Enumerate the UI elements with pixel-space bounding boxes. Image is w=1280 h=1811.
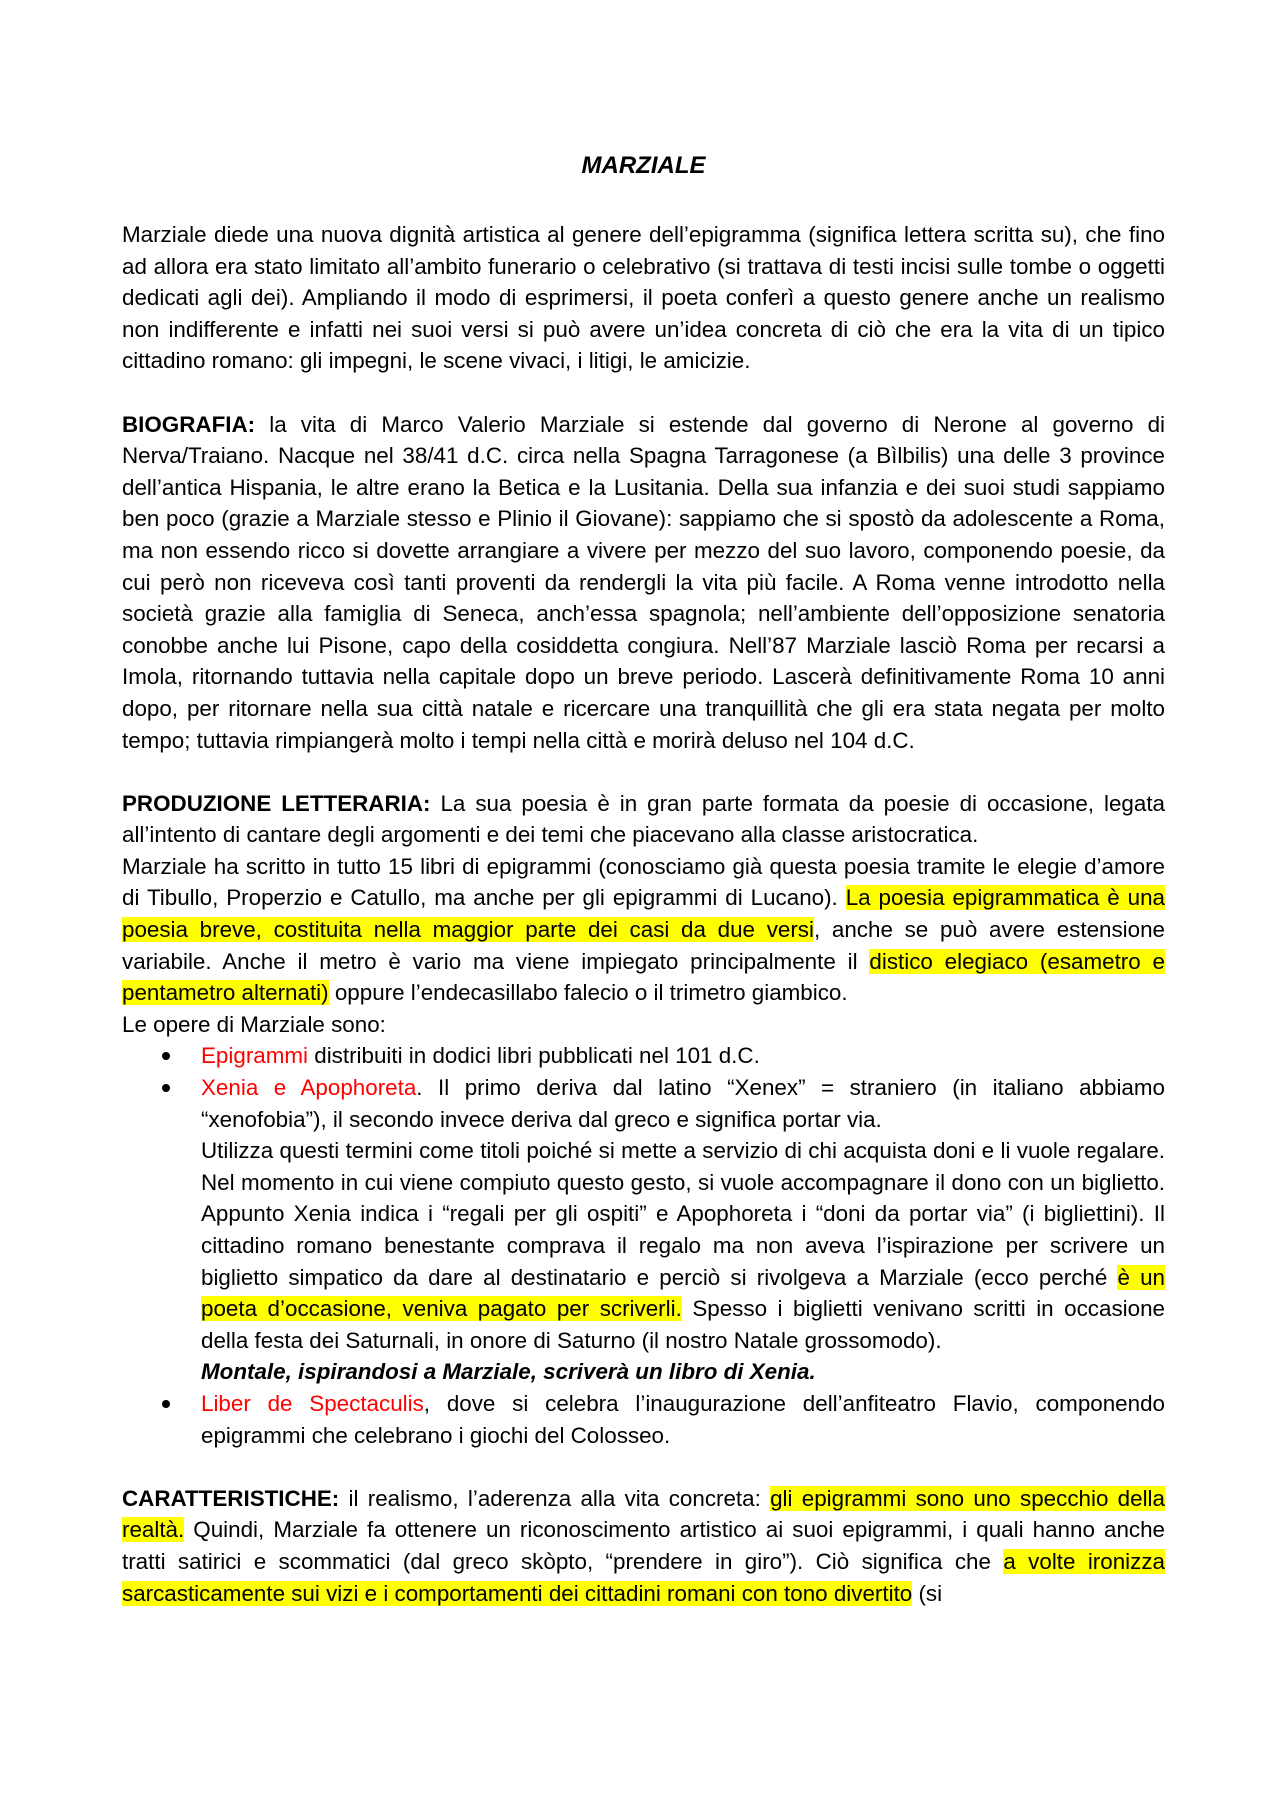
opere-intro: Le opere di Marziale sono: [122, 1011, 386, 1037]
highlight-ironizza: a volte ironizza sarcasticamente sui vizi e i comportamenti dei cittadini romani con tono divertito [122, 1548, 1165, 1606]
caratteristiche-text-3: (si [912, 1580, 943, 1606]
caratteristiche-paragraph [122, 1483, 1165, 1609]
produzione-text-2c: oppure l’endecasillabo falecio o il trimetro giambico. [328, 980, 848, 1006]
work-title: Xenia e Apophoreta [201, 1075, 417, 1101]
work-description: distribuiti in dodici libri pubblicati nel 101 d.C. [308, 1043, 760, 1069]
produzione-text: La sua poesia è in gran parte formata da poesie di occasione, legata all’intento di cantare degli argomenti e dei temi che piacevano alla classe aristocratica. [122, 790, 1165, 848]
document-page [122, 150, 1165, 1609]
xenia-explanation-b: Spesso i biglietti venivano scritti in occasione della festa dei Saturnali, in onore di Saturno (il nostro Natale grossomodo). [201, 1296, 1165, 1353]
produzione-paragraph [122, 788, 1165, 851]
montale-note: Montale, ispirandosi a Marziale, scriverà un libro di Xenia. [201, 1359, 816, 1385]
produzione-text-2b: , anche se può avere estensione variabile. Anche il metro è vario ma viene impiegato principalmente il [122, 917, 1165, 974]
xenia-explanation-a: Utilizza questi termini come titoli poiché si mette a servizio di chi acquista doni e li vuole regalare. Nel momento in cui viene compiuto questo gesto, si vuole accompagnare il dono con un biglietto. Appunto Xenia indica i “regali per gli ospiti” e Apophoreta i “doni da portar via” (i bigliettini). Il cittadino romano benestante comprava il regalo ma non aveva l’ispirazione per scrivere un biglietto simpatico da dare al destinatario e perciò si rivolgeva a Marziale (ecco perché [201, 1138, 1165, 1290]
caratteristiche-heading: CARATTERISTICHE: [122, 1485, 340, 1511]
opere-list [122, 1040, 1165, 1451]
biografia-heading: BIOGRAFIA: [122, 411, 256, 437]
document-title: MARZIALE [581, 152, 706, 179]
produzione-heading: PRODUZIONE LETTERARIA: [122, 790, 431, 816]
caratteristiche-text-2: Quindi, Marziale fa ottenere un riconoscimento artistico ai suoi epigrammi, i quali hanno anche tratti satirici e scommatici (dal greco skòpto, “prendere in giro”). Ciò significa che [122, 1517, 1165, 1574]
biografia-paragraph [122, 409, 1165, 757]
work-description: , dove si celebra l’inaugurazione dell’anfiteatro Flavio, componendo epigrammi che celebrano i giochi del Colosseo. [201, 1390, 1165, 1448]
highlight-distico: distico elegiaco (esametro e pentametro alternati) [122, 948, 1165, 1006]
work-title: Epigrammi [201, 1043, 309, 1069]
opere-item-xenia [122, 1072, 1165, 1388]
opere-item-spectaculis [122, 1388, 1165, 1451]
biografia-text: la vita di Marco Valerio Marziale si estende dal governo di Nerone al governo di Nerva/Traiano. Nacque nel 38/41 d.C. circa nella Spagna Tarragonese (a Bìlbilis) una delle 3 province dell’antica Hispania, le altre erano la Betica e la Lusitania. Della sua infanzia e dei suoi studi sappiamo ben poco (grazie a Marziale stesso e Plinio il Giovane): sappiamo che si spostò da adolescente a Roma, ma non essendo ricco si dovette arrangiare a vivere per mezzo del suo lavoro, componendo poesie, da cui però non riceveva così tanti proventi da rendergli la vita più facile. A Roma venne introdotto nella società grazie alla famiglia di Seneca, anch’essa spagnola; nell’ambiente dell’opposizione senatoria conobbe anche lui Pisone, capo della cosiddetta congiura. Nell’87 Marziale lasciò Roma per recarsi a Imola, ritornando tuttavia nella capitale dopo un breve periodo. Lascerà definitivamente Roma 10 anni dopo, per ritornare nella sua città natale e ricercare una tranquillità che gli era stata negata per molto tempo; tuttavia rimpiangerà molto i tempi nella città e morirà deluso nel 104 d.C. [122, 411, 1165, 753]
spacer [122, 377, 1165, 409]
xenia-explanation [201, 1135, 1165, 1356]
highlight-specchio-realta: gli epigrammi sono uno specchio della realtà. [122, 1485, 1165, 1543]
caratteristiche-text-1: il realismo, l’aderenza alla vita concreta: [339, 1485, 771, 1511]
work-title: Liber de Spectaculis [201, 1390, 424, 1416]
intro-paragraph: Marziale diede una nuova dignità artistica al genere dell’epigramma (significa lettera scritta su), che fino ad allora era stato limitato all’ambito funerario o celebrativo (si trattava di testi incisi sulle tombe o oggetti dedicati agli dei). Ampliando il modo di esprimersi, il poeta conferì a questo genere anche un realismo non indifferente e infatti nei suoi versi si può avere un’idea concreta di ciò che era la vita di un tipico cittadino romano: gli impegni, le scene vivaci, i litigi, le amicizie. [122, 222, 1165, 374]
produzione-text-2a: Marziale ha scritto in tutto 15 libri di epigrammi (conosciamo già questa poesia tramite le elegie d’amore di Tibullo, Properzio e Catullo, ma anche per gli epigrammi di Lucano). [122, 853, 1165, 911]
spacer [122, 1451, 1165, 1483]
opere-item-epigrammi [122, 1040, 1165, 1072]
spacer [122, 756, 1165, 788]
produzione-paragraph-2 [122, 851, 1165, 1009]
highlight-poeta-occasione: è un poeta d’occasione, veniva pagato per scriverli. [201, 1264, 1165, 1322]
work-description: . Il primo deriva dal latino “Xenex” = straniero (in italiano abbiamo “xenofobia”), il secondo invece deriva dal greco e significa portar via. [201, 1075, 1165, 1132]
highlight-poesia-breve: La poesia epigrammatica è una poesia breve, costituita nella maggior parte dei casi da due versi [122, 885, 1165, 943]
